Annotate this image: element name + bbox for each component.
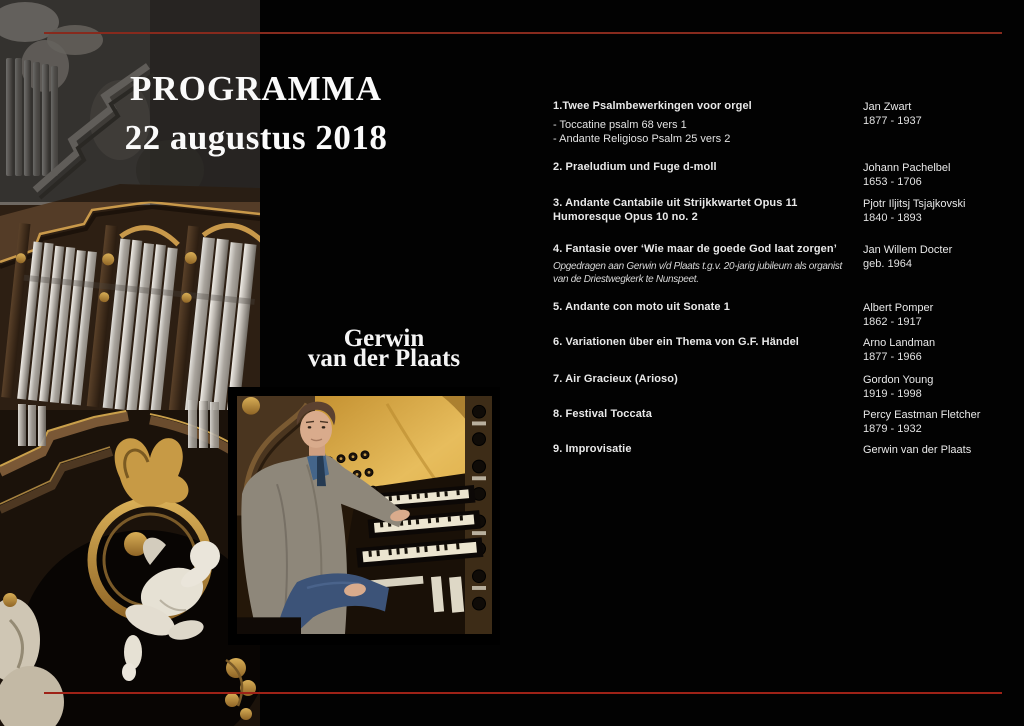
program-item-title: 4. Fantasie over ‘Wie maar de goede God laat zorgen’ — [553, 243, 837, 255]
program-item-composer — [863, 374, 1023, 401]
composer-dates: 1653 - 1706 — [863, 175, 922, 188]
program-item — [553, 336, 1023, 363]
program-item-title: 5. Andante con moto uit Sonate 1 — [553, 301, 730, 313]
program-item-detail: - Andante Religioso Psalm 25 vers 2 — [553, 132, 731, 145]
program-item-title: 3. Andante Cantabile uit Strijkkwartet Opus 11 — [553, 197, 798, 209]
composer-dates: 1877 - 1966 — [863, 350, 922, 363]
program-item-detail: - Toccatine psalm 68 vers 1 — [553, 118, 687, 131]
composer-name: Arno Landman — [863, 337, 936, 349]
composer-name: Jan Zwart — [863, 101, 912, 113]
program-item-composer — [863, 198, 1023, 225]
title-block — [0, 64, 512, 162]
program-item-composer — [863, 244, 1023, 271]
program-item — [553, 243, 1023, 287]
program-item — [553, 197, 1023, 224]
program-item-title: 1.Twee Psalmbewerkingen voor orgel — [553, 100, 752, 112]
page-title: PROGRAMMA — [129, 69, 382, 108]
program-item-composer — [863, 302, 1023, 329]
program-item — [553, 161, 1023, 188]
composer-name: Gerwin van der Plaats — [863, 444, 972, 456]
composer-name: Gordon Young — [863, 374, 934, 386]
program-item-title: Humoresque Opus 10 no. 2 — [553, 210, 698, 223]
program-item-title: 8. Festival Toccata — [553, 408, 652, 420]
program-item — [553, 408, 1023, 435]
program-item-note-line: Opgedragen aan Gerwin v/d Plaats t.g.v. 20-jarig jubileum als organist — [553, 260, 842, 272]
event-date: 22 augustus 2018 — [124, 118, 388, 157]
composer-dates: 1862 - 1917 — [863, 315, 922, 328]
program-list — [553, 0, 1023, 726]
composer-dates: 1919 - 1998 — [863, 387, 922, 400]
composer-dates: 1879 - 1932 — [863, 422, 922, 435]
composer-dates: 1840 - 1893 — [863, 211, 922, 224]
portrait-frame — [228, 387, 500, 645]
composer-dates: geb. 1964 — [863, 257, 912, 270]
performer-last-name: van der Plaats — [307, 344, 461, 372]
composer-name: Albert Pomper — [863, 302, 934, 314]
composer-dates: 1877 - 1937 — [863, 114, 922, 127]
program-item — [553, 100, 1023, 146]
program-item — [553, 443, 1023, 457]
program-item-composer — [863, 337, 1023, 364]
program-item-title: 9. Improvisatie — [553, 443, 632, 455]
program-item — [553, 301, 1023, 328]
performer-name — [264, 325, 504, 372]
program-item-composer — [863, 444, 1023, 458]
program-item-composer — [863, 101, 1023, 128]
program-item — [553, 373, 1023, 400]
program-item-title: 6. Variationen über ein Thema von G.F. Händel — [553, 336, 799, 348]
performer-first-name: Gerwin — [343, 325, 425, 352]
program-item-note-line: van de Driestwegkerk te Nunspeet. — [553, 274, 699, 285]
composer-name: Percy Eastman Fletcher — [863, 409, 981, 421]
program-item-title: 2. Praeludium und Fuge d-moll — [553, 161, 717, 173]
portrait-photo-illustration — [237, 396, 492, 634]
program-item-composer — [863, 409, 1023, 436]
program-item-title: 7. Air Gracieux (Arioso) — [553, 373, 678, 385]
composer-name: Johann Pachelbel — [863, 162, 951, 174]
program-item-composer — [863, 162, 1023, 189]
composer-name: Jan Willem Docter — [863, 244, 953, 256]
composer-name: Pjotr Iljitsj Tsjajkovski — [863, 198, 966, 210]
